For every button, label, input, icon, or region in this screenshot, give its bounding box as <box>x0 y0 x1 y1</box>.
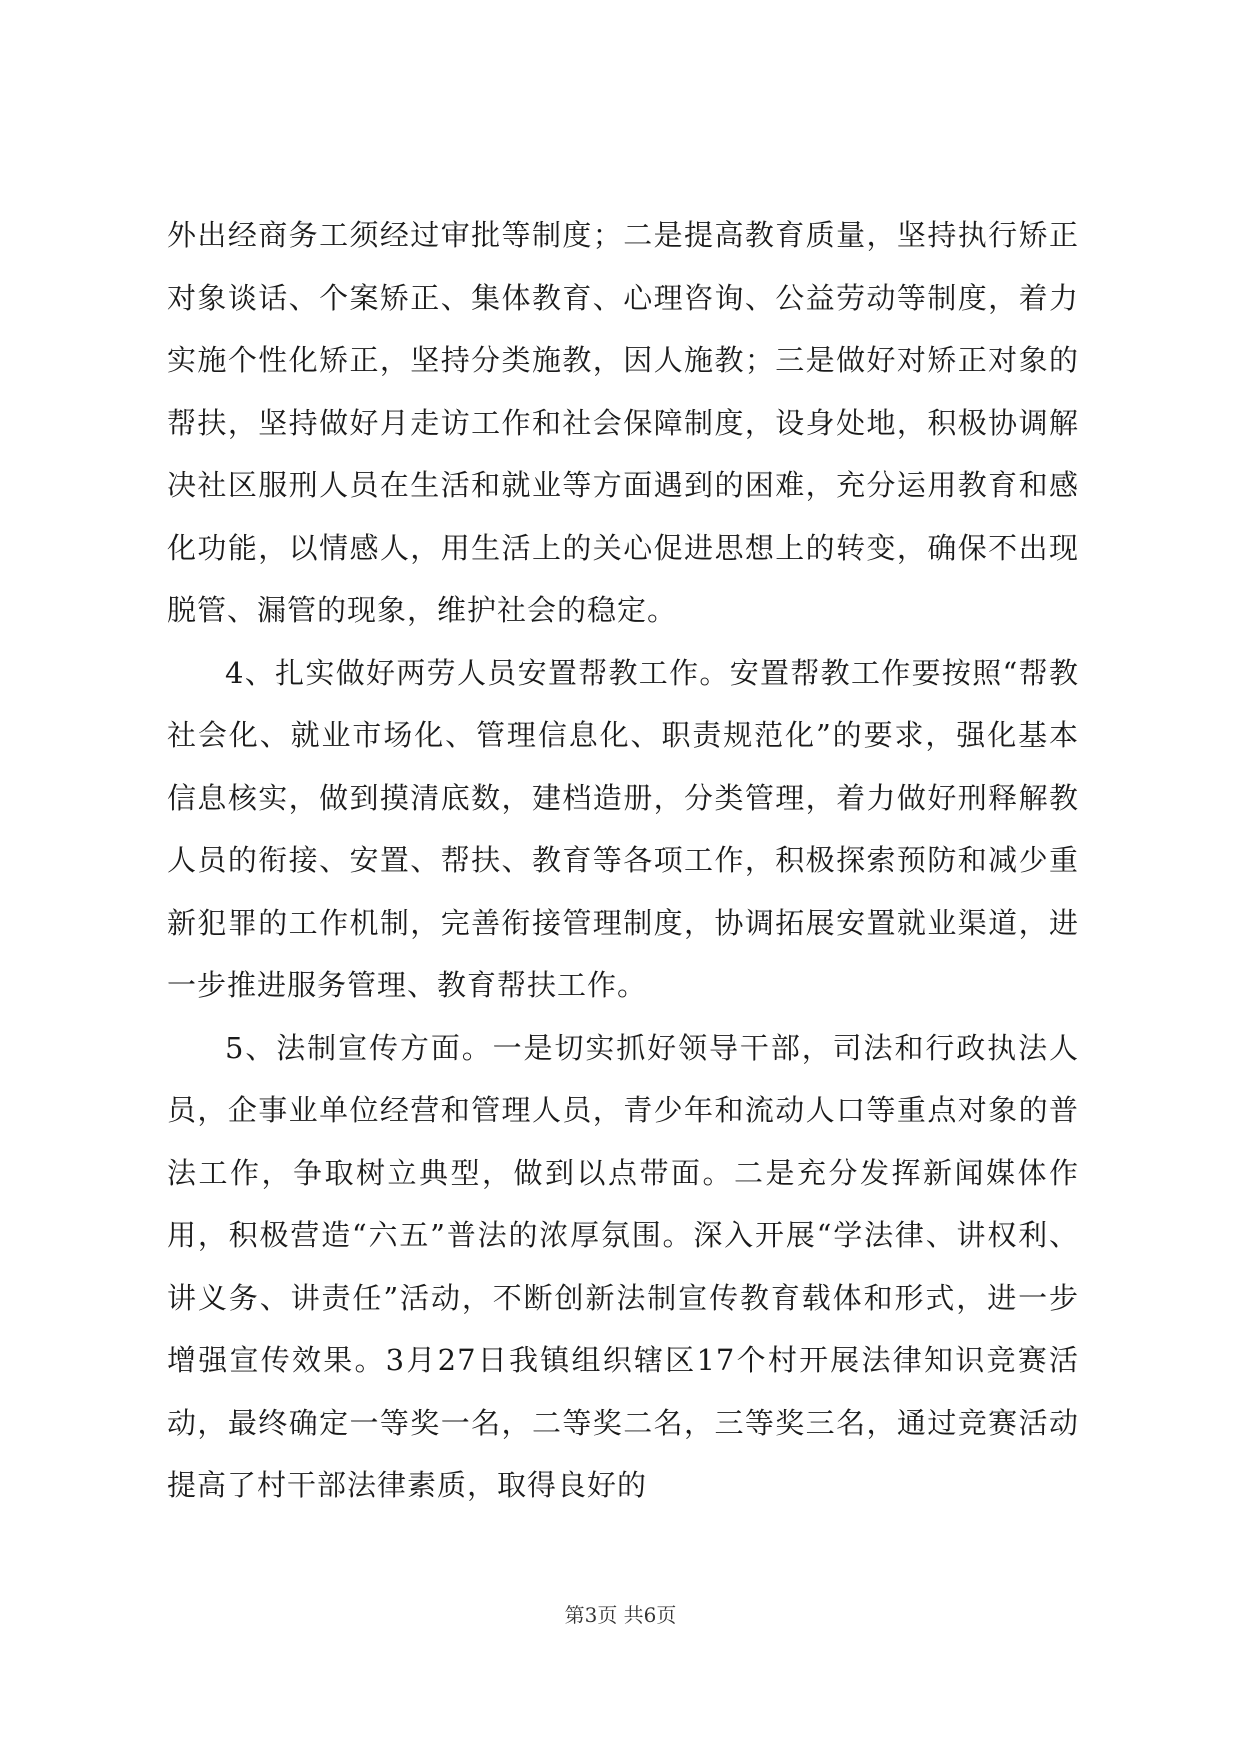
paragraph-2: 4、扎实做好两劳人员安置帮教工作。安置帮教工作要按照“帮教社会化、就业市场化、管理信息化、职责规范化”的要求，强化基本信息核实，做到摸清底数，建档造册，分类管理，着力做好刑释解教人员的衔接、安置、帮扶、教育等各项工作，积极探索预防和减少重新犯罪的工作机制，完善衔接管理制度，协调拓展安置就业渠道，进一步推进服务管理、教育帮扶工作。 <box>167 655 1079 1002</box>
paragraph-3: 5、法制宣传方面。一是切实抓好领导干部，司法和行政执法人员，企事业单位经营和管理人员，青少年和流动人口等重点对象的普法工作，争取树立典型，做到以点带面。二是充分发挥新闻媒体作用，积极营造“六五”普法的浓厚氛围。深入开展“学法律、讲权利、讲义务、讲责任”活动，不断创新法制宣传教育载体和形式，进一步增强宣传效果。3月27日我镇组织辖区17个村开展法律知识竞赛活动，最终确定一等奖一名，二等奖二名，三等奖三名，通过竞赛活动提高了村干部法律素质，取得良好的 <box>167 1030 1079 1502</box>
page-number-footer: 第3页 共6页 <box>564 1603 677 1627</box>
body-text <box>167 204 1079 1517</box>
paragraph-1: 外出经商务工须经过审批等制度；二是提高教育质量，坚持执行矫正对象谈话、个案矫正、集体教育、心理咨询、公益劳动等制度，着力实施个性化矫正，坚持分类施教，因人施教；三是做好对矫正对象的帮扶，坚持做好月走访工作和社会保障制度，设身处地，积极协调解决社区服刑人员在生活和就业等方面遇到的困难，充分运用教育和感化功能，以情感人，用生活上的关心促进思想上的转变，确保不出现脱管、漏管的现象，维护社会的稳定。 <box>167 218 1079 627</box>
